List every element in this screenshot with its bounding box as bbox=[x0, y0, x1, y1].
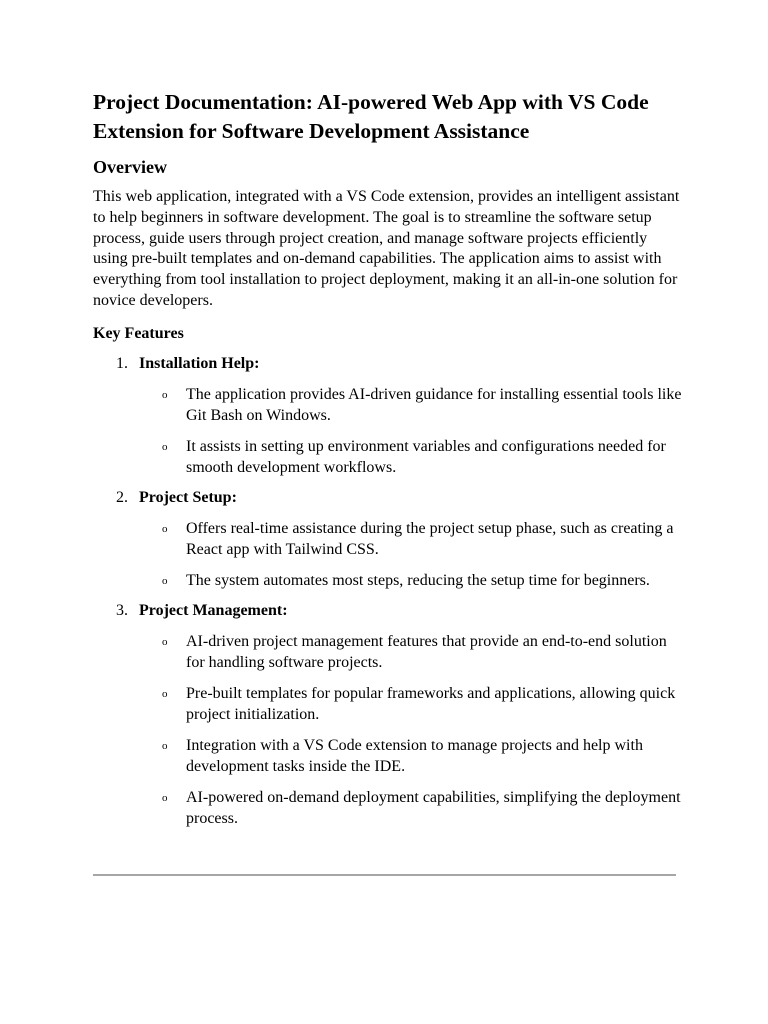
feature-point-text: AI-driven project management features that provide an end-to-end solution for handling software projects. bbox=[186, 632, 667, 671]
feature-number: 2. bbox=[116, 488, 128, 506]
document-body bbox=[93, 88, 683, 829]
feature-point bbox=[93, 436, 683, 478]
feature-list bbox=[93, 353, 683, 829]
bullet-icon: o bbox=[162, 687, 168, 700]
feature-item bbox=[93, 600, 683, 829]
feature-point bbox=[93, 570, 683, 591]
feature-point bbox=[93, 683, 683, 725]
feature-point bbox=[93, 631, 683, 673]
bullet-icon: o bbox=[162, 739, 168, 752]
feature-heading bbox=[93, 353, 683, 374]
feature-point-text: Pre-built templates for popular frameworks and applications, allowing quick project initialization. bbox=[186, 684, 676, 723]
feature-point-text: It assists in setting up environment variables and configurations needed for smooth development workflows. bbox=[186, 437, 666, 476]
feature-item bbox=[93, 487, 683, 591]
overview-heading: Overview bbox=[93, 157, 167, 177]
bullet-icon: o bbox=[162, 440, 168, 453]
key-features-heading: Key Features bbox=[93, 324, 184, 342]
feature-number: 3. bbox=[116, 601, 128, 619]
feature-point bbox=[93, 384, 683, 426]
feature-point-text: AI-powered on-demand deployment capabilities, simplifying the deployment process. bbox=[186, 788, 681, 827]
bullet-icon: o bbox=[162, 388, 168, 401]
bullet-icon: o bbox=[162, 635, 168, 648]
feature-points bbox=[93, 518, 683, 591]
feature-number: 1. bbox=[116, 354, 128, 372]
bullet-icon: o bbox=[162, 522, 168, 535]
feature-title: Project Management: bbox=[139, 601, 288, 619]
bullet-icon: o bbox=[162, 791, 168, 804]
feature-heading bbox=[93, 600, 683, 621]
feature-point bbox=[93, 735, 683, 777]
bullet-icon: o bbox=[162, 574, 168, 587]
document-title: Project Documentation: AI-powered Web App with VS Code Extension for Software Development Assistance bbox=[93, 90, 649, 143]
feature-points bbox=[93, 631, 683, 829]
feature-item bbox=[93, 353, 683, 478]
feature-point-text: Offers real-time assistance during the project setup phase, such as creating a React app with Tailwind CSS. bbox=[186, 519, 674, 558]
feature-point bbox=[93, 787, 683, 829]
feature-heading bbox=[93, 487, 683, 508]
feature-point-text: The application provides AI-driven guidance for installing essential tools like Git Bash on Windows. bbox=[186, 385, 682, 424]
overview-paragraph: This web application, integrated with a VS Code extension, provides an intelligent assistant to help beginners in software development. The goal is to streamline the software setup process, guide users through project creation, and manage software projects efficiently using pre-built templates and on-demand capabilities. The application aims to assist with everything from tool installation to project deployment, making it an all-in-one solution for novice developers. bbox=[93, 188, 680, 309]
feature-point bbox=[93, 518, 683, 560]
feature-title: Installation Help: bbox=[139, 354, 260, 372]
feature-point-text: The system automates most steps, reducing the setup time for beginners. bbox=[186, 571, 650, 589]
feature-point-text: Integration with a VS Code extension to manage projects and help with development tasks inside the IDE. bbox=[186, 736, 643, 775]
horizontal-rule bbox=[93, 874, 676, 876]
feature-title: Project Setup: bbox=[139, 488, 237, 506]
feature-points bbox=[93, 384, 683, 478]
